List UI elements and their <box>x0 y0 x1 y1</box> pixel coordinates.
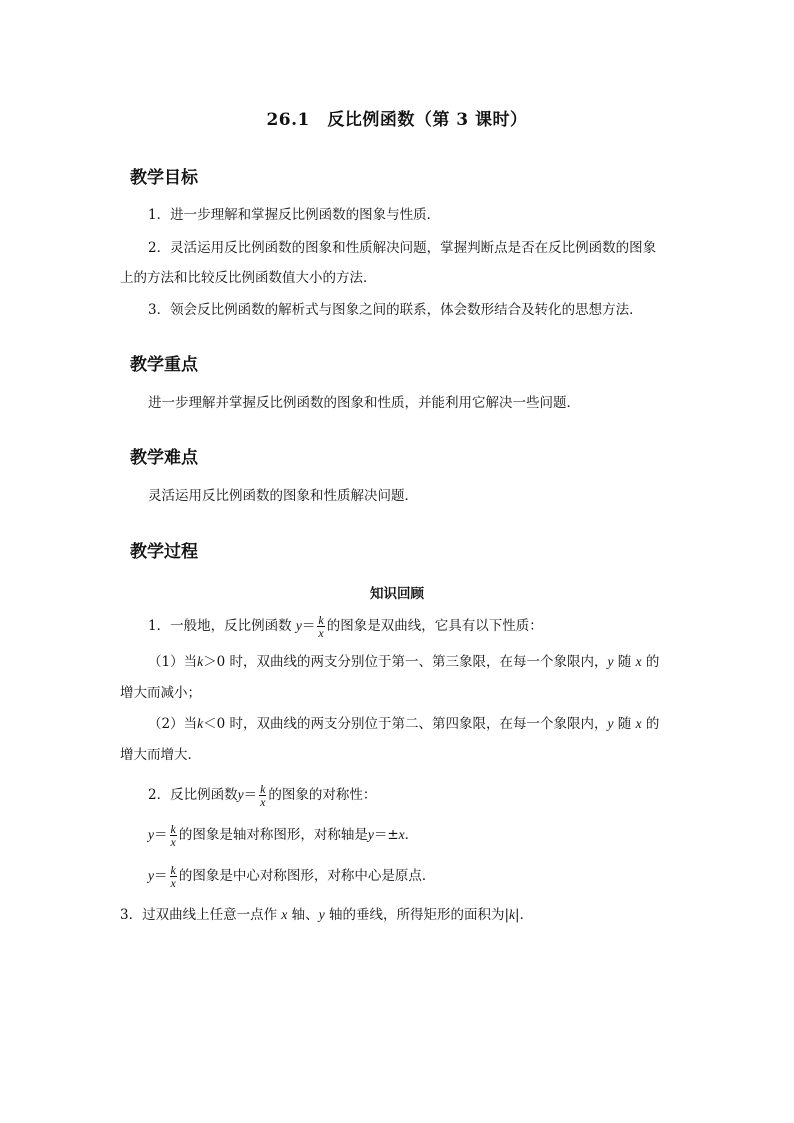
process-line-2: （1）当k＞0 时，双曲线的两支分别位于第一、第三象限，在每一个象限内，y 随 x 的 <box>148 654 660 670</box>
objective-item-3: 3．领会反比例函数的解析式与图象之间的联系，体会数形结合及转化的思想方法． <box>148 302 643 318</box>
objective-item-2: 2．灵活运用反比例函数的图象和性质解决问题，掌握判断点是否在反比例函数的图象 <box>148 240 657 256</box>
section-heading-process: 教学过程 <box>126 537 202 564</box>
process-line-9: 3．过双曲线上任意一点作 x 轴、y 轴的垂线，所得矩形的面积为|k|． <box>120 907 534 923</box>
fraction-k-over-x: $\frac{k}{x}$ <box>318 613 324 640</box>
subheading-review: 知识回顾 <box>370 586 424 602</box>
objective-item-1: 1．进一步理解和掌握反比例函数的图象与性质． <box>148 207 441 223</box>
section-heading-objectives: 教学目标 <box>126 163 202 190</box>
key-points-text: 进一步理解并掌握反比例函数的图象和性质，并能利用它解决一些问题． <box>148 395 580 411</box>
process-line-5: 增大而增大． <box>120 747 201 763</box>
fraction-k-over-x: $\frac{k}{x}$ <box>170 863 176 890</box>
fraction-k-over-x: $\frac{k}{x}$ <box>170 822 176 849</box>
process-line-6: 2．反比例函数y＝ $\frac{k}{x}$ 的图象的对称性： <box>148 782 377 809</box>
objective-item-2-cont: 上的方法和比较反比例函数值大小的方法． <box>120 270 377 286</box>
process-line-7: y＝ $\frac{k}{x}$ 的图象是轴对称图形，对称轴是y＝±x． <box>148 822 419 849</box>
process-line-8: y＝ $\frac{k}{x}$ 的图象是中心对称图形，对称中心是原点． <box>148 863 436 890</box>
process-line-1: 1．一般地，反比例函数 y＝ $\frac{k}{x}$ 的图象是双曲线，它具有以下性质： <box>148 613 543 640</box>
process-line-3: 增大而减小； <box>120 685 201 701</box>
fraction-k-over-x: $\frac{k}{x}$ <box>260 782 266 809</box>
difficulties-text: 灵活运用反比例函数的图象和性质解决问题． <box>148 488 418 504</box>
process-line-4: （2）当k＜0 时，双曲线的两支分别位于第二、第四象限，在每一个象限内，y 随 x 的 <box>148 716 660 732</box>
section-heading-key-points: 教学重点 <box>126 350 202 377</box>
section-heading-difficulties: 教学难点 <box>126 443 202 470</box>
page-title: 26.1 反比例函数（第 3 课时） <box>266 110 528 130</box>
